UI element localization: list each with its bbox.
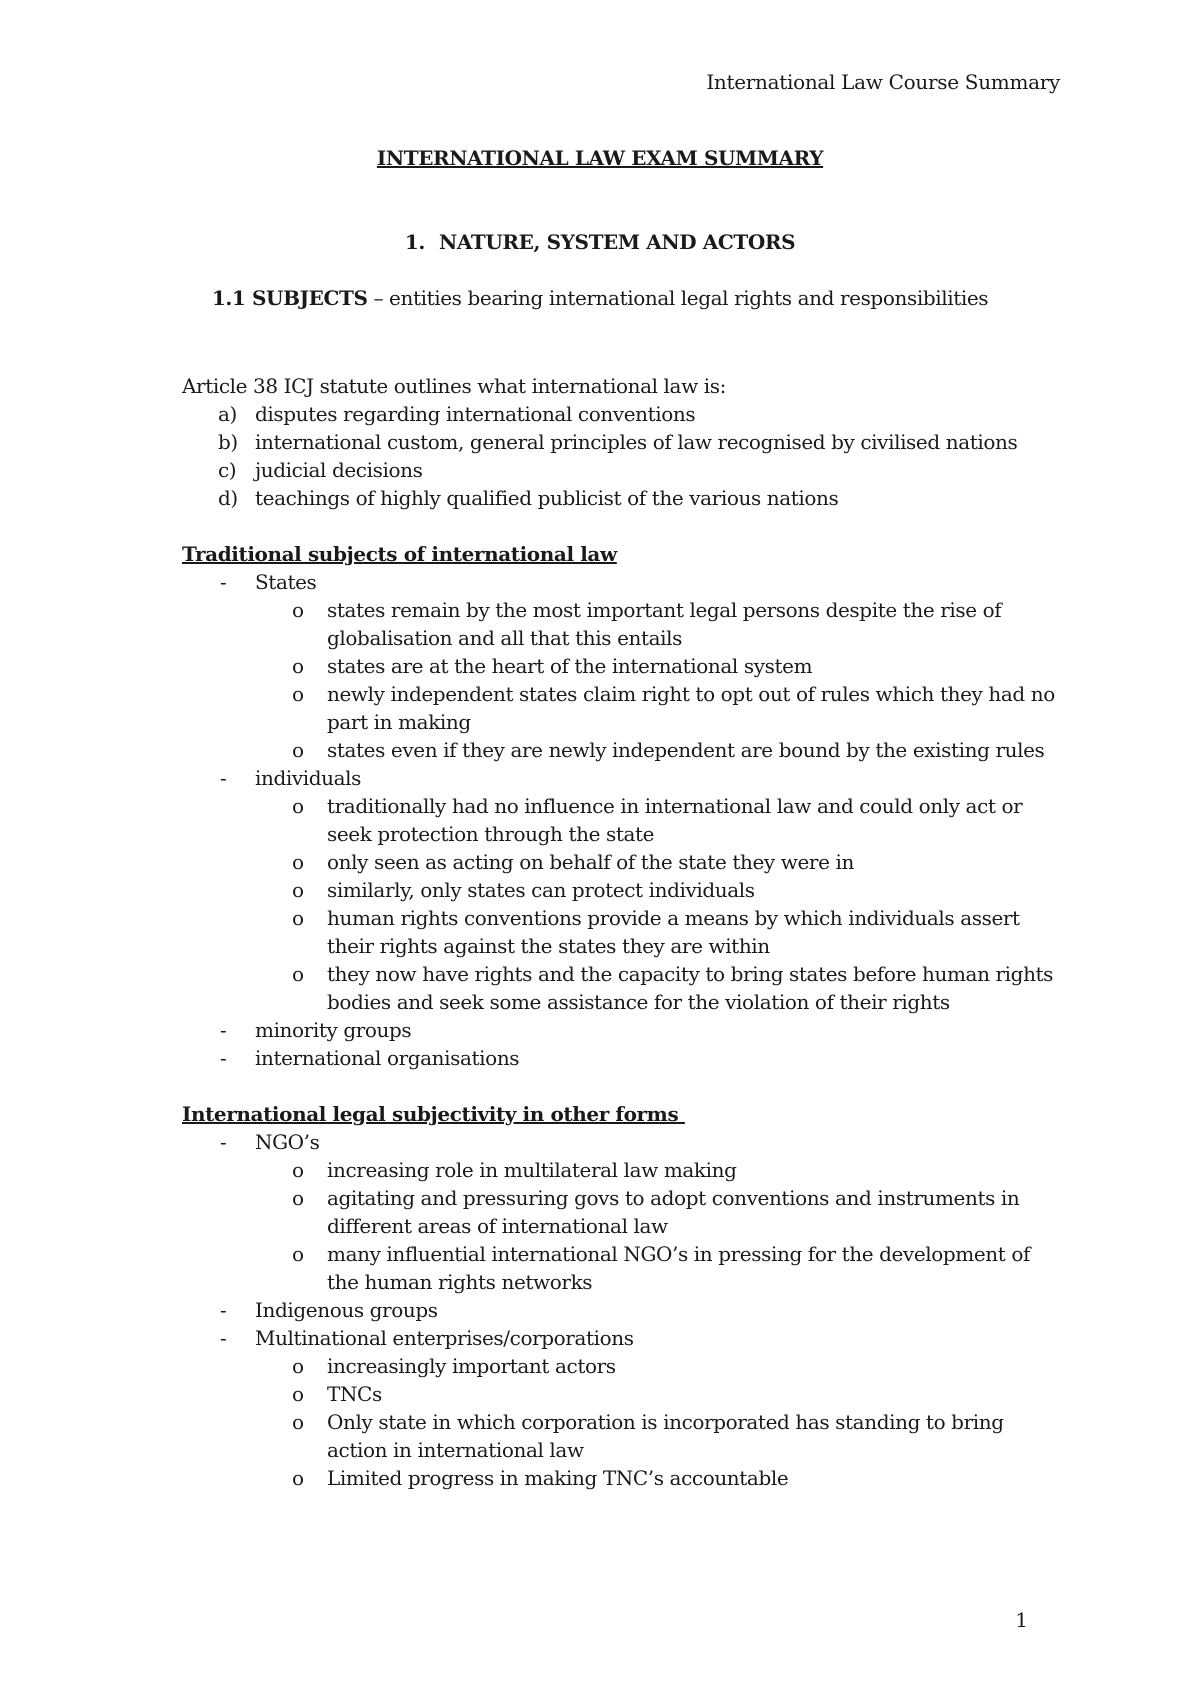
list-item-label: NGO’s [255,1130,320,1154]
sub-list-item [182,736,1062,764]
circle-marker: o [292,738,304,762]
sub-list-item [182,792,1062,848]
list-item [182,428,1062,456]
list-marker: d) [218,486,238,510]
sub-list-item [182,904,1062,960]
sub-list-item-text: similarly, only states can protect individuals [327,878,755,902]
circle-marker: o [292,1466,304,1490]
circle-marker: o [292,598,304,622]
sub-list-item [182,848,1062,876]
dash-marker: - [220,1130,227,1154]
list-item-label: international organisations [255,1046,520,1070]
list-item [182,568,1062,764]
sub-list-item-text: human rights conventions provide a means by which individuals assert their rights against the states they are within [327,906,1020,958]
list-item [182,764,1062,1016]
list-item [182,1296,1062,1324]
list-item [182,456,1062,484]
list-item-text: international custom, general principles of law recognised by civilised nations [255,430,1018,454]
sub-list-item-text: traditionally had no influence in international law and could only act or seek protection through the state [327,794,1023,846]
sub-list [255,1352,1062,1492]
list-marker: c) [218,458,237,482]
sub-list-item-text: Only state in which corporation is incorporated has standing to bring action in international law [327,1410,1004,1462]
sub-list-item-text: states are at the heart of the international system [327,654,813,678]
sub-list-item [182,1156,1062,1184]
circle-marker: o [292,850,304,874]
sub-list-item [182,680,1062,736]
document-body [182,372,1062,1492]
circle-marker: o [292,962,304,986]
traditional-subjects-list [182,568,1062,1072]
list-item [182,1324,1062,1492]
dash-marker: - [220,1298,227,1322]
list-item-label: individuals [255,766,362,790]
sub-list-item-text: Limited progress in making TNC’s accountable [327,1466,789,1490]
sub-list [255,596,1062,764]
section-number: 1. [404,230,425,254]
circle-marker: o [292,1242,304,1266]
article38-intro: Article 38 ICJ statute outlines what international law is: [182,374,726,398]
list-marker: b) [218,430,238,454]
page-number: 1 [1015,1608,1028,1632]
circle-marker: o [292,654,304,678]
sub-list-item [182,1408,1062,1464]
sub-list-item-text: many influential international NGO’s in pressing for the development of the human rights networks [327,1242,1031,1294]
subsection-label: 1.1 SUBJECTS [211,286,368,310]
circle-marker: o [292,1186,304,1210]
dash-marker: - [220,570,227,594]
sub-list-item-text: newly independent states claim right to opt out of rules which they had no part in making [327,682,1055,734]
sub-list-item-text: they now have rights and the capacity to bring states before human rights bodies and seek some assistance for the violation of their rights [327,962,1054,1014]
list-marker: a) [218,402,237,426]
dash-marker: - [220,1018,227,1042]
circle-marker: o [292,1410,304,1434]
circle-marker: o [292,794,304,818]
running-header: International Law Course Summary [706,70,1060,94]
subsection-heading [0,286,1200,310]
traditional-subjects-heading: Traditional subjects of international law [182,542,617,566]
section-heading [0,230,1200,254]
sub-list [255,1156,1062,1296]
circle-marker: o [292,906,304,930]
dash-marker: - [220,766,227,790]
sub-list-item-text: agitating and pressuring govs to adopt conventions and instruments in different areas of international law [327,1186,1020,1238]
subsection-description: – entities bearing international legal rights and responsibilities [367,286,989,310]
sub-list-item-text: states even if they are newly independent are bound by the existing rules [327,738,1045,762]
document-title: INTERNATIONAL LAW EXAM SUMMARY [376,146,824,170]
sub-list-item [182,1464,1062,1492]
list-item-label: States [255,570,317,594]
other-forms-heading: International legal subjectivity in other forms [182,1102,685,1126]
sub-list-item [182,876,1062,904]
list-item [182,1128,1062,1296]
list-item-text: judicial decisions [255,458,423,482]
sub-list-item [182,1380,1062,1408]
sub-list-item [182,1240,1062,1296]
dash-marker: - [220,1046,227,1070]
circle-marker: o [292,1354,304,1378]
list-item-text: disputes regarding international conventions [255,402,696,426]
sub-list-item [182,1184,1062,1240]
list-item-label: minority groups [255,1018,412,1042]
dash-marker: - [220,1326,227,1350]
list-item-text: teachings of highly qualified publicist of the various nations [255,486,839,510]
sub-list-item [182,960,1062,1016]
list-item-label: Multinational enterprises/corporations [255,1326,634,1350]
sub-list [255,792,1062,1016]
list-item [182,1016,1062,1044]
sub-list-item-text: only seen as acting on behalf of the state they were in [327,850,854,874]
list-item [182,400,1062,428]
circle-marker: o [292,1158,304,1182]
list-item [182,1044,1062,1072]
sub-list-item-text: TNCs [327,1382,382,1406]
other-forms-list [182,1128,1062,1492]
circle-marker: o [292,878,304,902]
sub-list-item-text: increasingly important actors [327,1354,616,1378]
sub-list-item-text: increasing role in multilateral law making [327,1158,737,1182]
sub-list-item-text: states remain by the most important legal persons despite the rise of globalisation and all that this entails [327,598,1002,650]
circle-marker: o [292,1382,304,1406]
list-item-label: Indigenous groups [255,1298,438,1322]
list-item [182,484,1062,512]
circle-marker: o [292,682,304,706]
sub-list-item [182,1352,1062,1380]
sub-list-item [182,652,1062,680]
sub-list-item [182,596,1062,652]
section-title: NATURE, SYSTEM AND ACTORS [438,230,796,254]
article38-list [182,400,1062,512]
